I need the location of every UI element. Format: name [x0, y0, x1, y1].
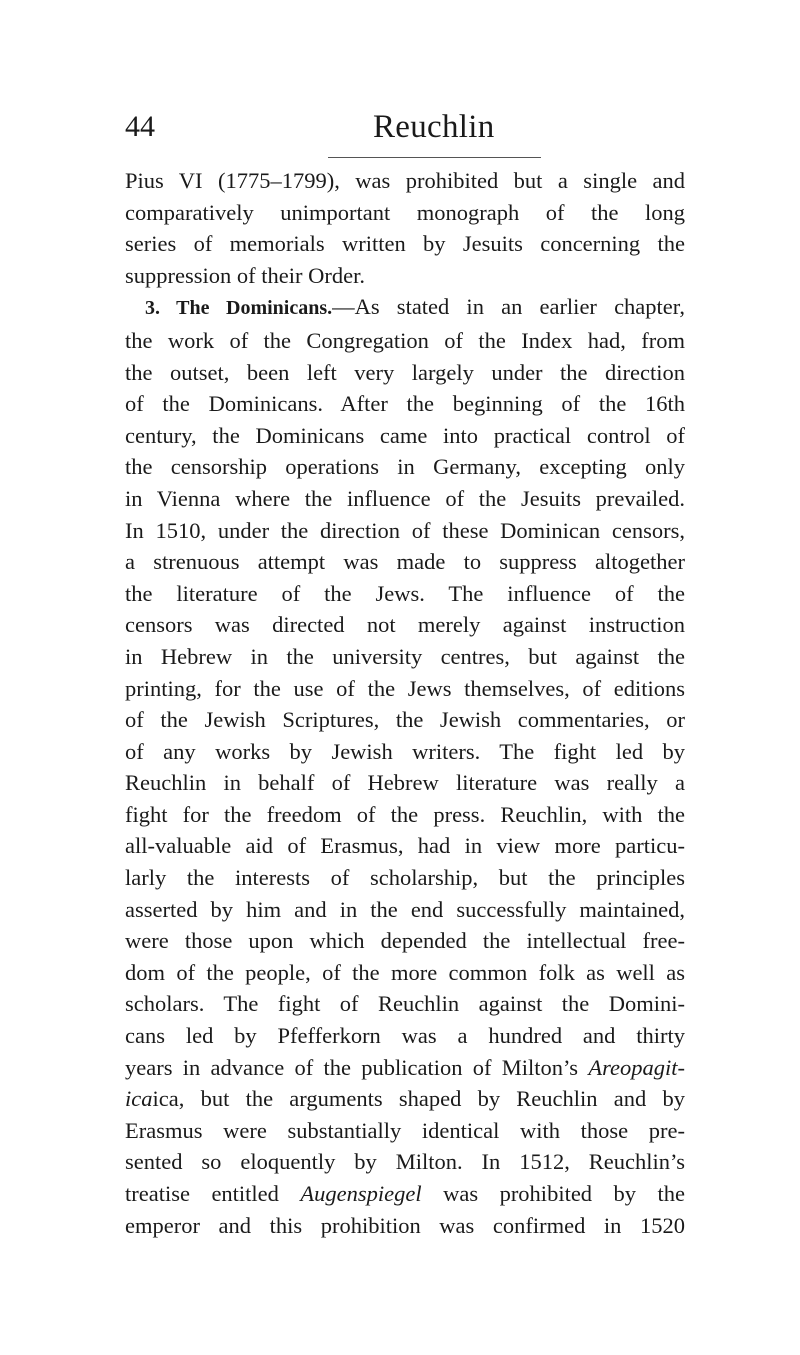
text-line	[125, 1083, 685, 1115]
text-line: larly the interests of scholarship, but the principles	[125, 865, 685, 891]
section-line	[125, 291, 685, 325]
text-span: ica, but the arguments shaped by Reuchlin and by	[152, 1086, 685, 1112]
section-heading: 3. The Dominicans.	[145, 297, 333, 320]
text-line: the literature of the Jews. The influence of the	[125, 580, 685, 606]
book-title-areopagitica: Areopagit-	[588, 1054, 685, 1080]
text-line: century, the Dominicans came into practical control of	[125, 422, 685, 448]
text-line: the censorship operations in Germany, excepting only	[125, 454, 685, 480]
text-line: fight for the freedom of the press. Reuchlin, with the	[125, 801, 685, 827]
page-number: 44	[125, 110, 155, 143]
text-line: comparatively unimportant monograph of the long	[125, 199, 685, 225]
book-title-augenspiegel: Augenspiegel	[300, 1181, 422, 1206]
text-line: In 1510, under the direction of these Dominican censors,	[125, 517, 685, 543]
text-line: emperor and this prohibition was confirmed in 1520	[125, 1212, 685, 1238]
text-line: in Hebrew in the university centres, but against the	[125, 643, 685, 669]
text-line: the work of the Congregation of the Index had, from	[125, 327, 685, 353]
text-line: in Vienna where the influence of the Jesuits prevailed.	[125, 485, 685, 511]
text-span: was prohibited by the	[421, 1181, 685, 1206]
text-span: —As stated in an earlier chapter,	[332, 294, 685, 320]
text-line	[125, 1178, 685, 1210]
text-line: of the Jewish Scriptures, the Jewish commentaries, or	[125, 707, 685, 733]
text-line	[125, 1052, 685, 1084]
text-line: a strenuous attempt was made to suppress altogether	[125, 549, 685, 575]
text-line: Reuchlin in behalf of Hebrew literature was really a	[125, 770, 685, 796]
text-line: printing, for the use of the Jews themselves, of editions	[125, 675, 685, 701]
book-title-areopagitica-cont: ica	[125, 1086, 153, 1112]
text-line: asserted by him and in the end successfully maintained,	[125, 896, 685, 922]
text-line: the outset, been left very largely under the direction	[125, 359, 685, 385]
text-line: were those upon which depended the intellectual free-	[125, 928, 685, 954]
text-line: of any works by Jewish writers. The fight led by	[125, 738, 685, 764]
text-line: Pius VI (1775–1799), was prohibited but a single and	[125, 168, 685, 193]
text-span: treatise entitled	[125, 1181, 301, 1206]
text-line: Erasmus were substantially identical with those pre-	[125, 1117, 685, 1143]
text-line: sented so eloquently by Milton. In 1512, Reuchlin’s	[125, 1149, 685, 1175]
text-line: cans led by Pfefferkorn was a hundred and thirty	[125, 1023, 685, 1049]
text-line: of the Dominicans. After the beginning of the 16th	[125, 391, 685, 417]
text-line: censors was directed not merely against instruction	[125, 612, 685, 638]
body-text	[125, 165, 685, 1241]
text-line: all-valuable aid of Erasmus, had in view more particu-	[125, 833, 685, 859]
running-title: Reuchlin	[373, 109, 495, 145]
text-span: years in advance of the publication of Milton’s	[125, 1054, 589, 1080]
text-line: suppression of their Order.	[125, 262, 365, 288]
header-rule	[328, 157, 541, 158]
text-line: series of memorials written by Jesuits concerning the	[125, 231, 685, 257]
text-line: scholars. The fight of Reuchlin against the Domini-	[125, 991, 685, 1017]
text-line: dom of the people, of the more common folk as well as	[125, 959, 685, 985]
running-head	[125, 102, 680, 152]
